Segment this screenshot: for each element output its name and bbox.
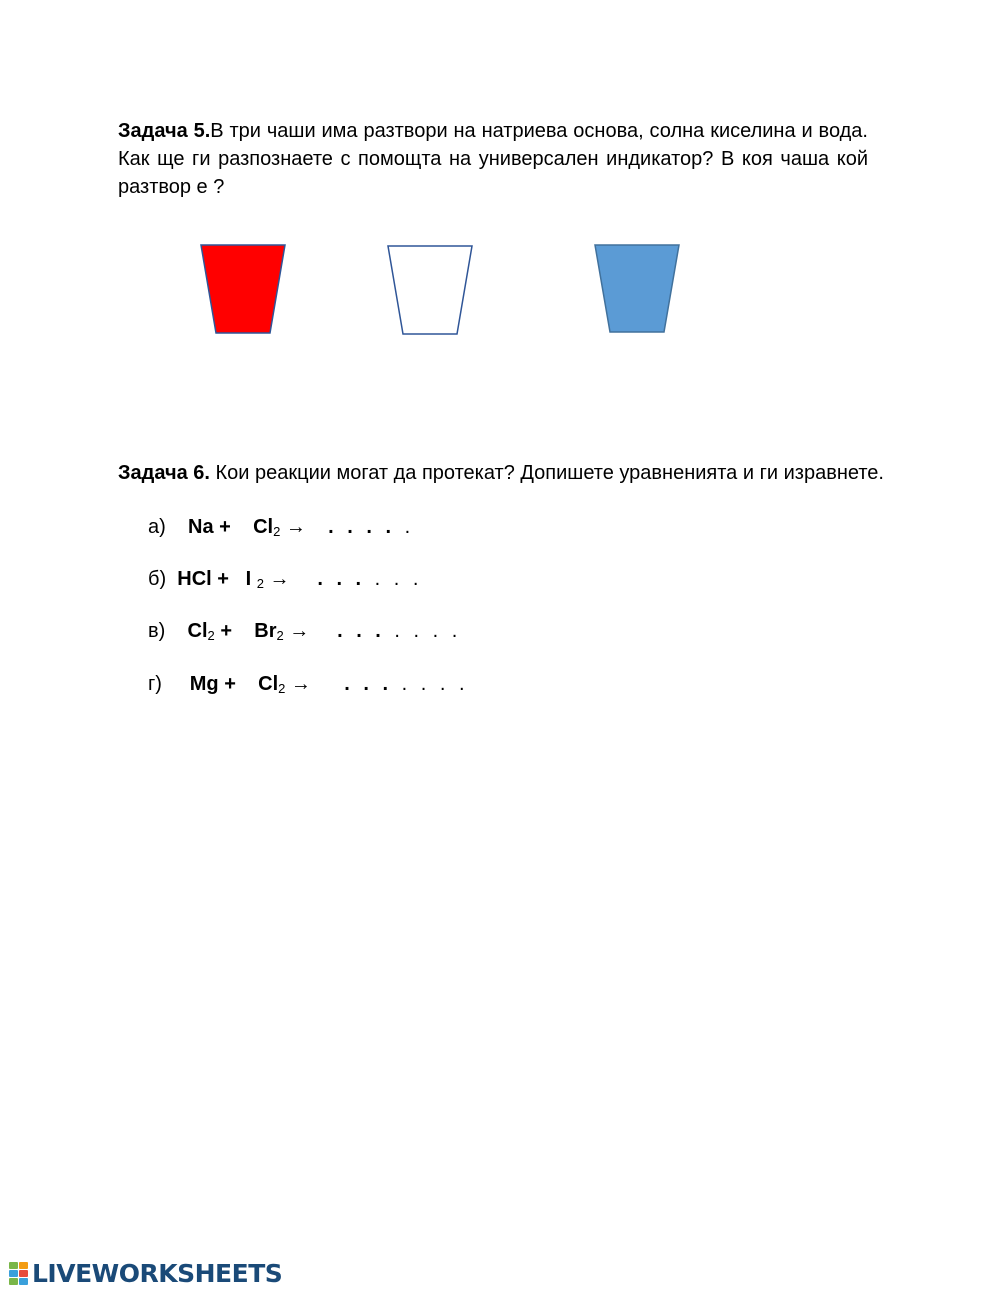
task5-title: Задача 5. [118,120,211,142]
reactant-2: Cl [258,673,279,695]
reactant-2: I [245,568,252,590]
arrow-icon: → [269,568,290,590]
blank-dots: . . . [317,568,366,590]
equation-letter: б) [148,568,167,590]
arrow-icon: → [290,673,311,695]
task5-paragraph [118,117,868,201]
subscript: 2 [278,681,286,696]
plus-sign: + [220,620,233,642]
blank-dots: . . . [337,620,385,642]
blank-dots-light: . [395,516,415,538]
liveworksheets-logo[interactable] [8,1259,282,1287]
reactant-1: Na + [188,516,231,538]
logo-blocks-icon [8,1260,30,1286]
task6-text: Кои реакции могат да протекат? Допишете уравненията и ги изравнете. [209,462,884,484]
subscript: 2 [207,628,215,643]
task6-title: Задача 6. [118,462,210,484]
blank-dots-light: . . . . [384,620,462,642]
arrow-icon: → [285,516,306,538]
reactant-1: Mg + [189,673,236,695]
blank-dots-light: . . . [365,568,423,590]
subscript: 2 [256,576,264,591]
equation-letter: а) [148,516,166,538]
logo-text: LIVEWORKSHEETS [32,1258,283,1288]
subscript: 2 [273,524,281,539]
equation-letter: в) [148,620,166,642]
reactant-2: Br [254,620,277,642]
blank-dots: . . . [344,673,393,695]
subscript: 2 [276,628,284,643]
reactant-2: Cl [253,516,274,538]
arrow-icon: → [289,620,310,642]
red-cup [201,245,285,333]
equation-b [148,566,422,592]
white-cup [388,246,472,334]
equation-c [148,618,461,644]
equation-d [148,671,469,697]
task5-text: В три чаши има разтвори на натриева основа, солна киселина и вода. Как ще ги разпознаете с помощта на универсален индикатор? В коя чаша кой разтвор е ? [118,120,868,198]
blue-cup [595,245,679,332]
blank-dots: . . . . [328,516,396,538]
equation-a [148,514,414,540]
reactant-1: HCl + [177,568,229,590]
reactant-1: Cl [187,620,208,642]
equation-letter: г) [148,673,162,695]
blank-dots-light: . . . . [392,673,469,695]
task6-paragraph [118,460,888,487]
